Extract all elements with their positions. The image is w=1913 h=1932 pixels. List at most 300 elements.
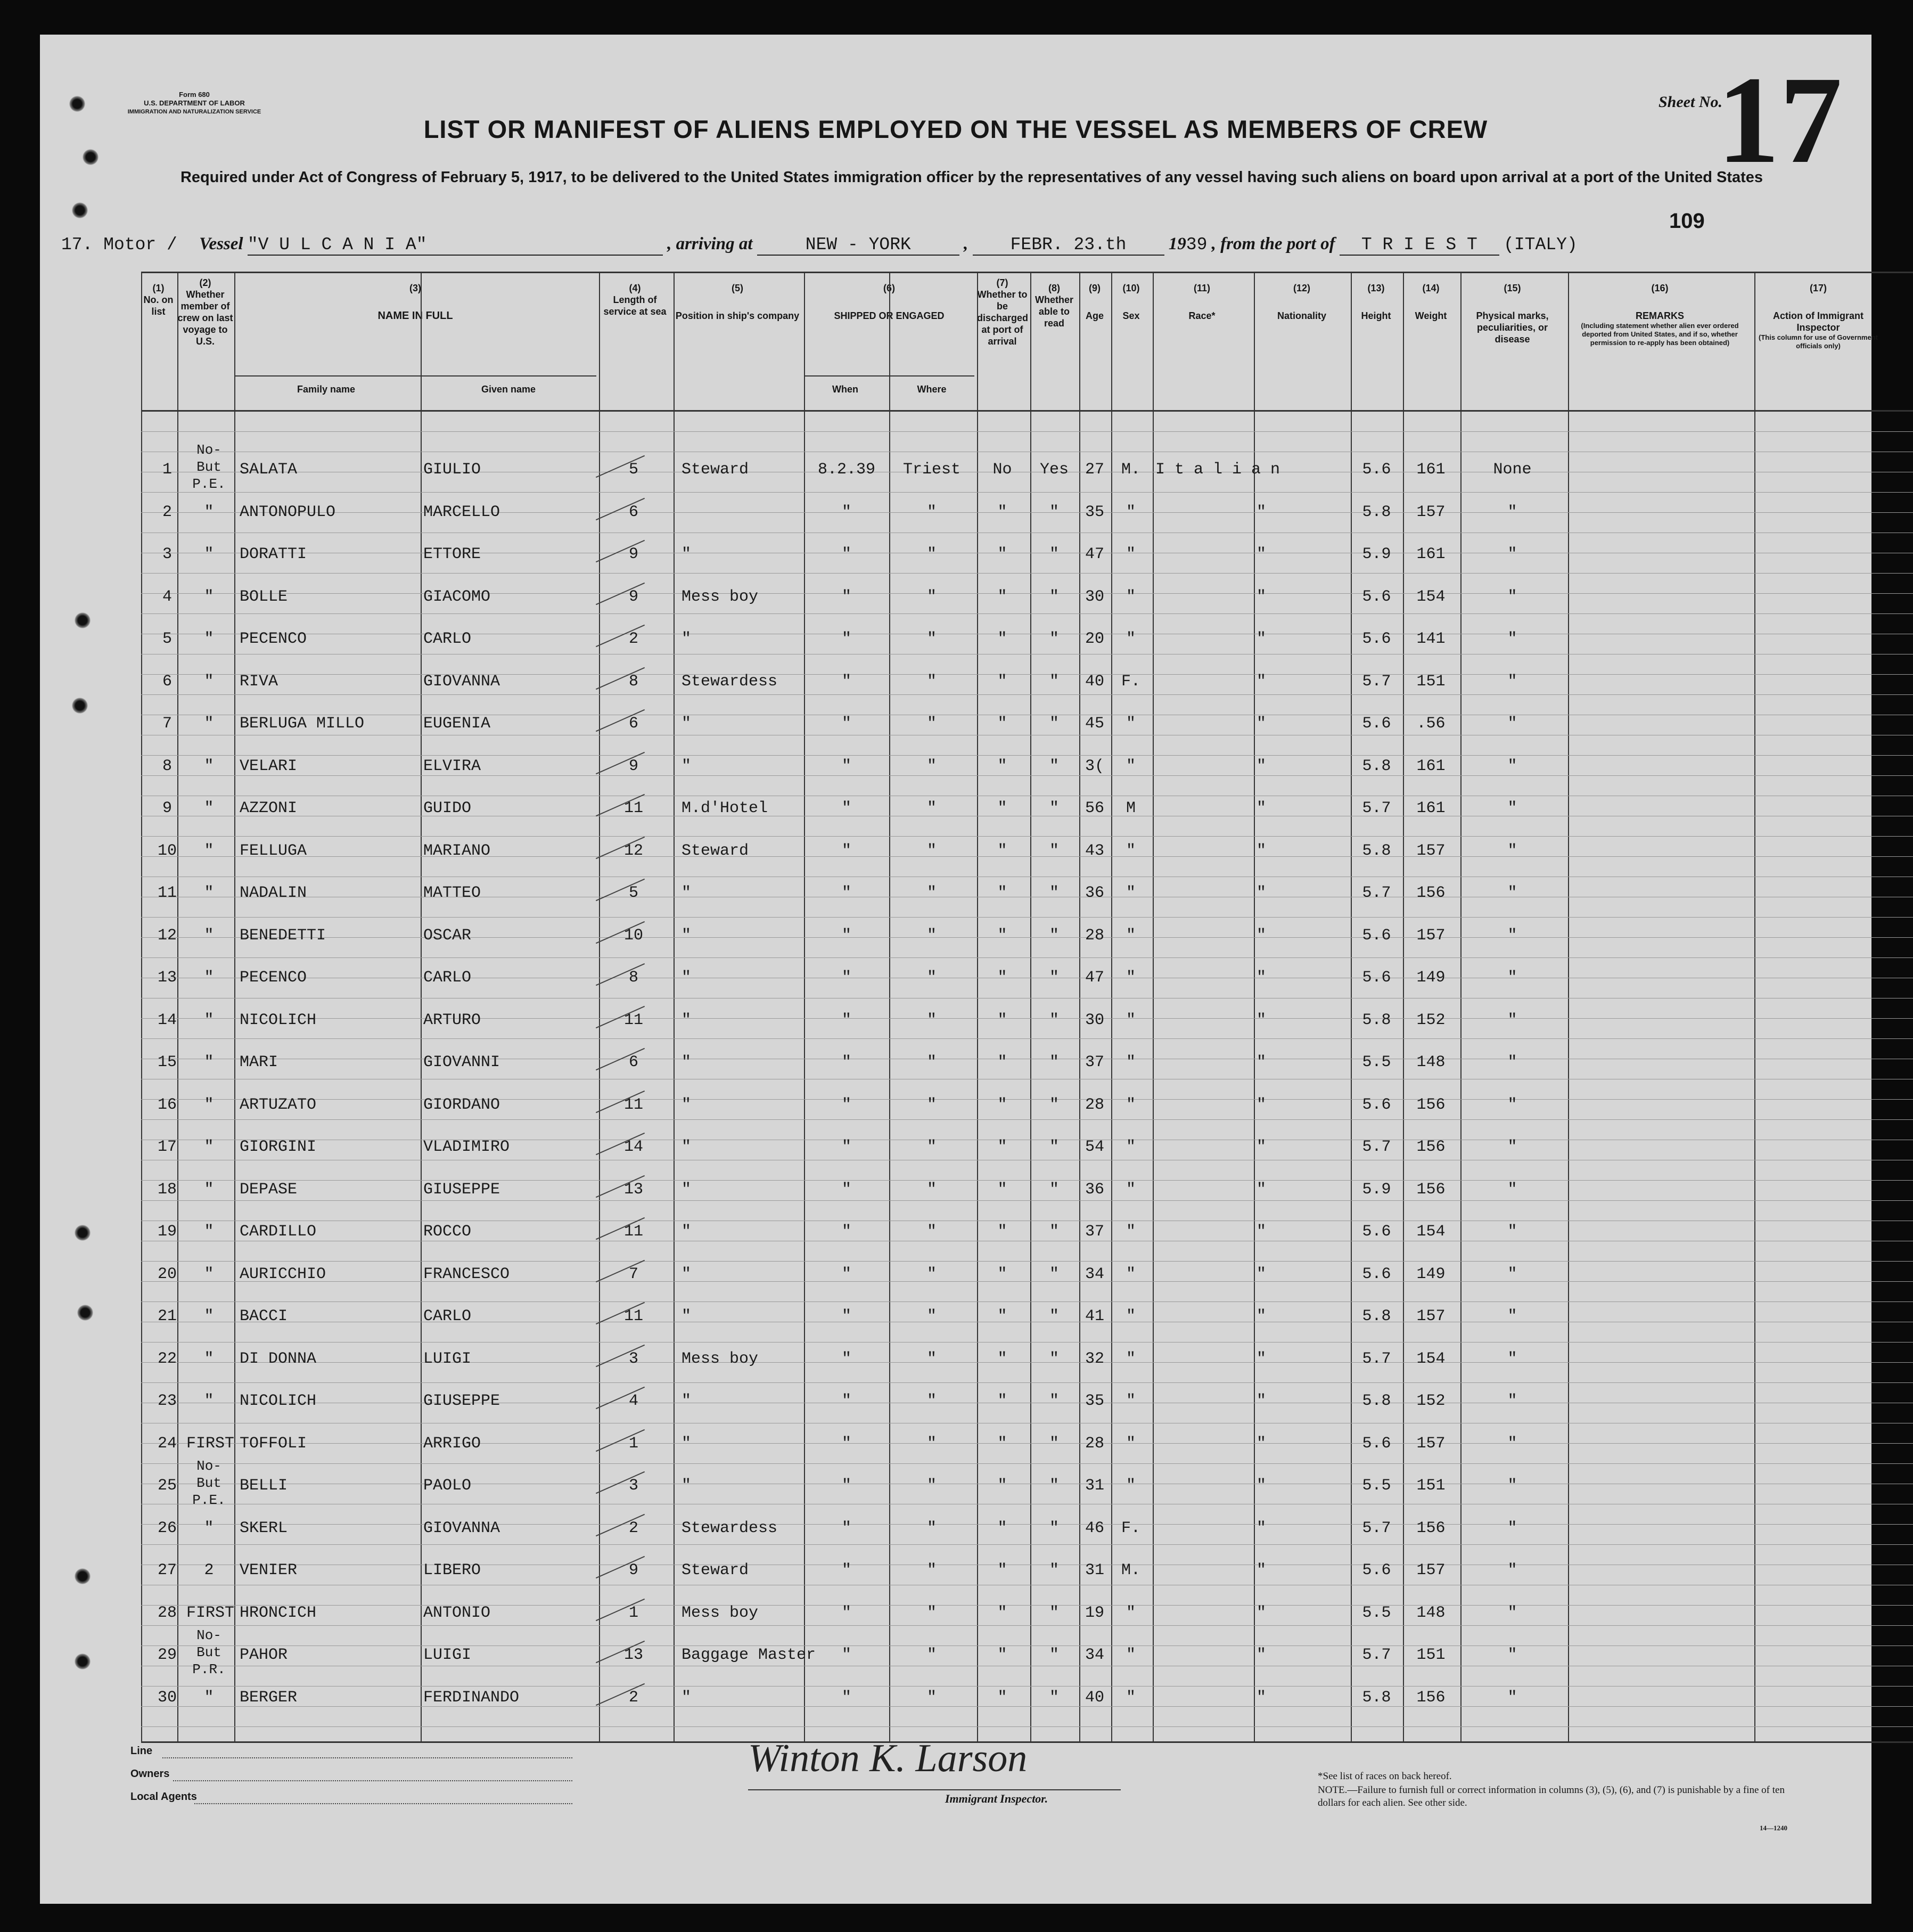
row-weight: 161 <box>1416 545 1446 563</box>
row-given: GIOVANNA <box>423 672 500 691</box>
row-disch: " <box>997 1223 1007 1241</box>
row-weight: 154 <box>1416 587 1446 606</box>
row-no: 23 <box>157 1392 177 1410</box>
row-read: " <box>1049 1561 1059 1579</box>
row-last: 2 <box>204 1561 214 1579</box>
row-race: I t a l i a n <box>1155 461 1280 479</box>
table-row-rule <box>141 1261 1913 1262</box>
row-read: " <box>1049 1011 1059 1029</box>
row-position: Mess boy <box>682 1349 759 1368</box>
row-age: 43 <box>1085 841 1104 860</box>
row-marks: " <box>1507 1011 1517 1029</box>
row-service: 1 <box>628 1603 638 1622</box>
row-race: " <box>1257 1688 1267 1707</box>
row-service: 9 <box>628 545 638 563</box>
row-where: " <box>926 926 937 945</box>
sheet-number-label: Sheet No. <box>1659 93 1722 111</box>
header-col-11: (11) Race* <box>1188 283 1216 321</box>
row-marks: " <box>1507 926 1517 945</box>
row-height: 5.6 <box>1362 1265 1391 1283</box>
row-when: " <box>841 1561 851 1579</box>
row-disch: " <box>997 587 1007 606</box>
row-position: M.d'Hotel <box>682 799 768 817</box>
row-age: 37 <box>1085 1053 1104 1071</box>
row-height: 5.7 <box>1362 1138 1391 1156</box>
row-read: " <box>1049 1646 1059 1664</box>
row-family: DI DONNA <box>240 1349 317 1368</box>
row-read: " <box>1049 1053 1059 1071</box>
row-no: 13 <box>157 969 177 987</box>
row-no: 17 <box>157 1138 177 1156</box>
header-col-7: (7) Whether to be discharged at port of arrival <box>977 277 1029 347</box>
table-row-rule <box>141 593 1913 594</box>
row-given: CARLO <box>423 969 472 987</box>
row-when: " <box>841 841 851 860</box>
row-age: 34 <box>1085 1265 1104 1283</box>
row-last: " <box>204 1349 214 1368</box>
table-row-rule <box>141 1382 1913 1383</box>
stamped-page-number: 109 <box>1669 209 1705 233</box>
row-position: " <box>682 1053 692 1071</box>
binder-hole <box>75 1225 91 1241</box>
row-read: " <box>1049 1307 1059 1325</box>
row-when: " <box>841 1688 851 1707</box>
row-service: 11 <box>623 799 643 817</box>
row-sex: " <box>1126 841 1136 860</box>
row-given: GUIDO <box>423 799 472 817</box>
row-sex: " <box>1126 969 1136 987</box>
row-disch: " <box>997 757 1007 775</box>
row-read: " <box>1049 757 1059 775</box>
row-given: EUGENIA <box>423 715 491 733</box>
row-read: " <box>1049 1138 1059 1156</box>
row-weight: 157 <box>1416 926 1446 945</box>
row-marks: " <box>1507 503 1517 521</box>
row-last: " <box>204 1265 214 1283</box>
row-weight: 156 <box>1416 1138 1446 1156</box>
row-marks: None <box>1493 461 1532 479</box>
row-where: " <box>926 799 937 817</box>
header-col-5: (5) Position in ship's company <box>675 283 800 321</box>
row-race: " <box>1257 1053 1267 1071</box>
table-row-rule <box>141 674 1913 675</box>
row-family: PECENCO <box>240 969 307 987</box>
vessel-line: 17. Motor / Vessel "V U L C A N I A" , arriving at NEW - YORK , FEBR. 23.th 1939 , from the port of T R I E S T (ITALY) <box>61 234 1578 255</box>
row-given: ROCCO <box>423 1223 472 1241</box>
row-where: " <box>926 1477 937 1495</box>
binder-hole <box>75 1568 91 1584</box>
row-age: 31 <box>1085 1477 1104 1495</box>
row-disch: " <box>997 1646 1007 1664</box>
row-age: 35 <box>1085 1392 1104 1410</box>
row-no: 26 <box>157 1519 177 1537</box>
table-row-rule <box>141 1119 1913 1120</box>
row-marks: " <box>1507 1138 1517 1156</box>
row-last: " <box>204 587 214 606</box>
row-service: 2 <box>628 630 638 648</box>
row-where: Triest <box>902 461 961 479</box>
table-row-rule <box>141 856 1913 857</box>
row-height: 5.9 <box>1362 545 1391 563</box>
row-disch: " <box>997 1053 1007 1071</box>
row-height: 5.8 <box>1362 503 1391 521</box>
table-row-rule <box>141 1625 1913 1626</box>
row-weight: .56 <box>1416 715 1446 733</box>
row-service: 7 <box>628 1265 638 1283</box>
row-height: 5.8 <box>1362 757 1391 775</box>
row-no: 8 <box>162 757 172 775</box>
row-disch: No <box>992 461 1012 479</box>
row-last: " <box>204 1011 214 1029</box>
row-marks: " <box>1507 1561 1517 1579</box>
row-when: " <box>841 545 851 563</box>
row-race: " <box>1257 503 1267 521</box>
row-service: 4 <box>628 1392 638 1410</box>
row-height: 5.7 <box>1362 799 1391 817</box>
row-service: 9 <box>628 587 638 606</box>
row-sex: " <box>1126 1646 1136 1664</box>
row-when: " <box>841 757 851 775</box>
binder-hole <box>75 1653 91 1669</box>
row-last: FIRST <box>186 1603 235 1622</box>
row-given: GIULIO <box>423 461 481 479</box>
row-family: TOFFOLI <box>240 1434 307 1453</box>
row-height: 5.6 <box>1362 1223 1391 1241</box>
header-given: Given name <box>481 384 536 395</box>
row-no: 19 <box>157 1223 177 1241</box>
row-sex: " <box>1126 1349 1136 1368</box>
row-family: SKERL <box>240 1519 288 1537</box>
row-given: MARIANO <box>423 841 491 860</box>
row-marks: " <box>1507 1477 1517 1495</box>
row-family: DEPASE <box>240 1180 298 1199</box>
table-row-rule <box>141 573 1913 574</box>
row-height: 5.6 <box>1362 715 1391 733</box>
row-read: " <box>1049 715 1059 733</box>
row-weight: 157 <box>1416 1561 1446 1579</box>
row-when: " <box>841 1392 851 1410</box>
row-height: 5.6 <box>1362 1561 1391 1579</box>
row-position: Steward <box>682 461 749 479</box>
row-last: " <box>204 1138 214 1156</box>
year-prefix: 19 <box>1168 234 1186 253</box>
row-given: GIUSEPPE <box>423 1392 500 1410</box>
row-read: " <box>1049 672 1059 691</box>
row-when: " <box>841 1307 851 1325</box>
row-when: 8.2.39 <box>817 461 876 479</box>
row-service: 9 <box>628 1561 638 1579</box>
header-col-13: (13) Height <box>1361 283 1391 321</box>
row-service: 11 <box>623 1095 643 1114</box>
row-given: ANTONIO <box>423 1603 491 1622</box>
row-family: RIVA <box>240 672 278 691</box>
row-height: 5.5 <box>1362 1603 1391 1622</box>
row-where: " <box>926 1349 937 1368</box>
row-read: " <box>1049 1180 1059 1199</box>
row-where: " <box>926 757 937 775</box>
row-position: Mess boy <box>682 587 759 606</box>
row-race: " <box>1257 672 1267 691</box>
row-race: " <box>1257 841 1267 860</box>
row-last: " <box>204 672 214 691</box>
row-disch: " <box>997 884 1007 902</box>
row-sex: " <box>1126 1434 1136 1453</box>
row-where: " <box>926 1011 937 1029</box>
row-race: " <box>1257 969 1267 987</box>
row-where: " <box>926 1095 937 1114</box>
row-last: " <box>204 799 214 817</box>
row-height: 5.9 <box>1362 1180 1391 1199</box>
row-where: " <box>926 1688 937 1707</box>
binder-hole <box>77 1305 93 1321</box>
row-no: 29 <box>157 1646 177 1664</box>
row-sex: " <box>1126 587 1136 606</box>
inspector-signature: Winton K. Larson <box>748 1737 1028 1780</box>
row-where: " <box>926 1138 937 1156</box>
row-disch: " <box>997 1349 1007 1368</box>
row-family: BERGER <box>240 1688 298 1707</box>
row-position: " <box>682 1434 692 1453</box>
row-where: " <box>926 841 937 860</box>
row-marks: " <box>1507 1434 1517 1453</box>
row-position: " <box>682 630 692 648</box>
row-no: 18 <box>157 1180 177 1199</box>
row-sex: F. <box>1121 672 1140 691</box>
row-height: 5.8 <box>1362 1307 1391 1325</box>
row-sex: " <box>1126 1603 1136 1622</box>
row-service: 6 <box>628 503 638 521</box>
row-race: " <box>1257 545 1267 563</box>
row-last: " <box>204 1519 214 1537</box>
row-age: 36 <box>1085 1180 1104 1199</box>
row-disch: " <box>997 1180 1007 1199</box>
row-height: 5.8 <box>1362 1392 1391 1410</box>
form-header <box>93 91 295 116</box>
table-row-rule <box>141 431 1913 432</box>
row-last: " <box>204 1392 214 1410</box>
row-given: LUIGI <box>423 1349 472 1368</box>
row-no: 5 <box>162 630 172 648</box>
row-where: " <box>926 503 937 521</box>
row-where: " <box>926 1265 937 1283</box>
row-service: 3 <box>628 1477 638 1495</box>
row-disch: " <box>997 1138 1007 1156</box>
row-sex: " <box>1126 503 1136 521</box>
row-marks: " <box>1507 1392 1517 1410</box>
header-col-17: (17) Action of Immigrant Inspector (This column for use of Government officials only) <box>1759 283 1878 350</box>
row-weight: 156 <box>1416 884 1446 902</box>
row-service: 12 <box>623 841 643 860</box>
table-row-rule <box>141 1443 1913 1444</box>
row-marks: " <box>1507 1307 1517 1325</box>
row-service: 6 <box>628 715 638 733</box>
row-service: 9 <box>628 757 638 775</box>
binder-hole <box>72 698 88 714</box>
row-where: " <box>926 545 937 563</box>
row-read: " <box>1049 1434 1059 1453</box>
row-race: " <box>1257 1561 1267 1579</box>
row-family: NADALIN <box>240 884 307 902</box>
row-position: " <box>682 1011 692 1029</box>
header-sub-rule <box>234 375 596 376</box>
row-read: " <box>1049 503 1059 521</box>
row-no: 7 <box>162 715 172 733</box>
row-disch: " <box>997 1392 1007 1410</box>
row-family: NICOLICH <box>240 1392 317 1410</box>
table-row-rule <box>141 1038 1913 1039</box>
vessel-label: Vessel <box>199 234 243 253</box>
row-age: 3( <box>1085 757 1104 775</box>
row-last: " <box>204 1180 214 1199</box>
row-race: " <box>1257 1265 1267 1283</box>
vessel-name: "V U L C A N I A" <box>248 235 663 256</box>
table-row-rule <box>141 1544 1913 1545</box>
row-family: BOLLE <box>240 587 288 606</box>
row-no: 16 <box>157 1095 177 1114</box>
row-read: " <box>1049 1265 1059 1283</box>
row-no: 2 <box>162 503 172 521</box>
form-service: IMMIGRATION AND NATURALIZATION SERVICE <box>127 109 261 115</box>
row-read: " <box>1049 841 1059 860</box>
table-row-rule <box>141 512 1913 513</box>
row-sex: " <box>1126 884 1136 902</box>
agents-label: Local Agents <box>130 1791 197 1803</box>
row-sex: M. <box>1121 461 1140 479</box>
row-given: GIACOMO <box>423 587 491 606</box>
row-given: PAOLO <box>423 1477 472 1495</box>
row-service: 5 <box>628 884 638 902</box>
row-weight: 151 <box>1416 1646 1446 1664</box>
row-service: 8 <box>628 969 638 987</box>
row-read: " <box>1049 1223 1059 1241</box>
row-no: 21 <box>157 1307 177 1325</box>
row-no: 20 <box>157 1265 177 1283</box>
row-sex: " <box>1126 1095 1136 1114</box>
row-disch: " <box>997 926 1007 945</box>
row-no: 24 <box>157 1434 177 1453</box>
row-family: NICOLICH <box>240 1011 317 1029</box>
row-where: " <box>926 1392 937 1410</box>
row-height: 5.6 <box>1362 587 1391 606</box>
line-label: Line <box>130 1745 153 1757</box>
inspector-label: Immigrant Inspector. <box>945 1792 1048 1805</box>
row-given: ARTURO <box>423 1011 481 1029</box>
row-marks: " <box>1507 1349 1517 1368</box>
row-given: GIOVANNA <box>423 1519 500 1537</box>
row-position: " <box>682 545 692 563</box>
row-last: FIRST <box>186 1434 235 1453</box>
row-family: CARDILLO <box>240 1223 317 1241</box>
row-marks: " <box>1507 672 1517 691</box>
row-weight: 141 <box>1416 630 1446 648</box>
row-sex: F. <box>1121 1519 1140 1537</box>
row-given: OSCAR <box>423 926 472 945</box>
row-read: " <box>1049 1349 1059 1368</box>
from-country: (ITALY) <box>1504 235 1578 255</box>
row-sex: " <box>1126 545 1136 563</box>
row-service: 5 <box>628 461 638 479</box>
row-when: " <box>841 969 851 987</box>
row-family: PECENCO <box>240 630 307 648</box>
row-race: " <box>1257 799 1267 817</box>
header-sub-rule <box>804 375 974 376</box>
row-disch: " <box>997 1561 1007 1579</box>
row-where: " <box>926 884 937 902</box>
row-age: 47 <box>1085 969 1104 987</box>
row-height: 5.8 <box>1362 1688 1391 1707</box>
row-race: " <box>1257 1434 1267 1453</box>
row-age: 35 <box>1085 503 1104 521</box>
row-no: 4 <box>162 587 172 606</box>
row-when: " <box>841 1138 851 1156</box>
row-service: 13 <box>623 1180 643 1199</box>
row-position: " <box>682 1223 692 1241</box>
row-last: No-But P.E. <box>192 1458 226 1508</box>
table-row-rule <box>141 1099 1913 1100</box>
row-where: " <box>926 1561 937 1579</box>
row-where: " <box>926 1307 937 1325</box>
page-subtitle: Required under Act of Congress of February 5, 1917, to be delivered to the United States immigration officer by the representatives of any vessel having such aliens on board upon arrival at a port of the United States <box>180 169 1763 186</box>
row-where: " <box>926 1519 937 1537</box>
table-row-rule <box>141 1281 1913 1282</box>
table-row-rule <box>141 1706 1913 1707</box>
row-last: No-But P.E. <box>192 442 226 492</box>
row-sex: " <box>1126 1180 1136 1199</box>
row-race: " <box>1257 715 1267 733</box>
row-disch: " <box>997 545 1007 563</box>
row-when: " <box>841 1265 851 1283</box>
row-weight: 157 <box>1416 1434 1446 1453</box>
table-row-rule <box>141 613 1913 614</box>
penalty-note: NOTE.—Failure to furnish full or correct information in columns (3), (5), (6), and (7) is punishable by a fine of ten dollars for each alien. See other side. <box>1318 1784 1785 1808</box>
row-where: " <box>926 715 937 733</box>
year-suffix: 39 <box>1186 235 1208 255</box>
table-row-rule <box>141 836 1913 837</box>
page-title: LIST OR MANIFEST OF ALIENS EMPLOYED ON THE VESSEL AS MEMBERS OF CREW <box>423 115 1488 143</box>
row-no: 6 <box>162 672 172 691</box>
row-sex: " <box>1126 1265 1136 1283</box>
row-age: 37 <box>1085 1223 1104 1241</box>
row-weight: 152 <box>1416 1011 1446 1029</box>
row-position: " <box>682 1180 692 1199</box>
row-service: 14 <box>623 1138 643 1156</box>
row-race: " <box>1257 1095 1267 1114</box>
row-read: " <box>1049 545 1059 563</box>
row-service: 10 <box>623 926 643 945</box>
row-given: FRANCESCO <box>423 1265 510 1283</box>
row-last: " <box>204 1307 214 1325</box>
row-height: 5.5 <box>1362 1477 1391 1495</box>
row-race: " <box>1257 587 1267 606</box>
row-marks: " <box>1507 1603 1517 1622</box>
table-row-rule <box>141 755 1913 756</box>
row-sex: " <box>1126 1138 1136 1156</box>
row-height: 5.6 <box>1362 461 1391 479</box>
row-when: " <box>841 926 851 945</box>
table-row-rule <box>141 917 1913 918</box>
row-service: 2 <box>628 1519 638 1537</box>
row-position: " <box>682 1265 692 1283</box>
header-family: Family name <box>297 384 356 395</box>
row-service: 3 <box>628 1349 638 1368</box>
row-position: " <box>682 715 692 733</box>
row-no: 11 <box>157 884 177 902</box>
row-height: 5.7 <box>1362 884 1391 902</box>
row-marks: " <box>1507 1095 1517 1114</box>
row-family: GIORGINI <box>240 1138 317 1156</box>
row-read: " <box>1049 1519 1059 1537</box>
header-where: Where <box>917 384 947 395</box>
